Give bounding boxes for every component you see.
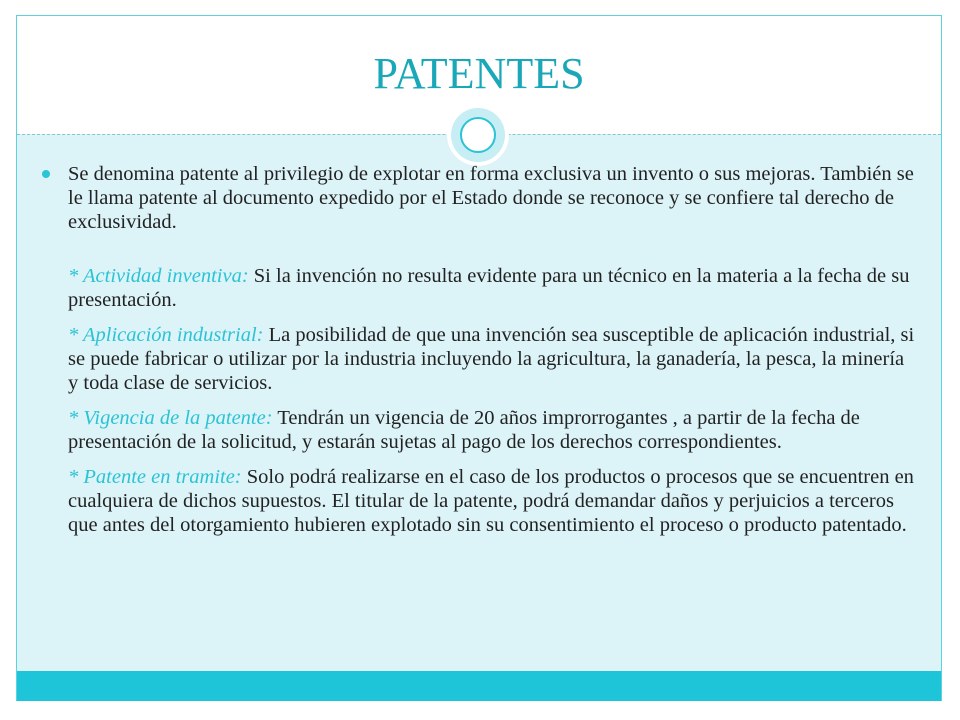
item-text: La posibilidad de que una invención sea susceptible de aplicación industrial, si se puede fabricar o utilizar por la industria incluyendo la agricultura, la ganadería, la pesca, la minería y toda clase de servicios. xyxy=(68,324,915,394)
item-text: Solo podrá realizarse en el caso de los productos o procesos que se encuentren en cualquiera de dichos supuestos. El titular de la patente, podrá demandar daños y perjuicios a terceros que antes del otorgamiento hubieren explotado sin su consentimiento el proceso o producto patentado. xyxy=(68,466,914,536)
ring-outer xyxy=(451,108,505,162)
ring-icon xyxy=(447,104,509,166)
item-label: * Patente en tramite: xyxy=(68,466,242,488)
slide-title: PATENTES xyxy=(373,49,585,98)
list-item xyxy=(68,465,918,537)
list-item xyxy=(68,406,918,454)
requirements-list xyxy=(68,264,918,537)
ring-inner xyxy=(460,117,496,153)
item-label: * Aplicación industrial: xyxy=(68,324,264,346)
item-label: * Actividad inventiva: xyxy=(68,265,249,287)
list-item xyxy=(68,264,918,312)
slide-body xyxy=(68,162,918,548)
bullet-dot-icon xyxy=(42,170,50,178)
list-item xyxy=(68,323,918,395)
item-text: Si la invención no resulta evidente para un técnico en la materia a la fecha de su presentación. xyxy=(68,265,910,311)
footer-band xyxy=(17,671,941,701)
item-label: * Vigencia de la patente: xyxy=(68,407,273,429)
intro-paragraph: Se denomina patente al privilegio de explotar en forma exclusiva un invento o sus mejoras. También se le llama patente al documento expedido por el Estado donde se reconoce y se confiere tal derecho de exclusividad. xyxy=(68,163,914,233)
item-text: Tendrán un vigencia de 20 años improrrogantes , a partir de la fecha de presentación de la solicitud, y estarán sujetas al pago de los derechos correspondientes. xyxy=(68,407,860,453)
